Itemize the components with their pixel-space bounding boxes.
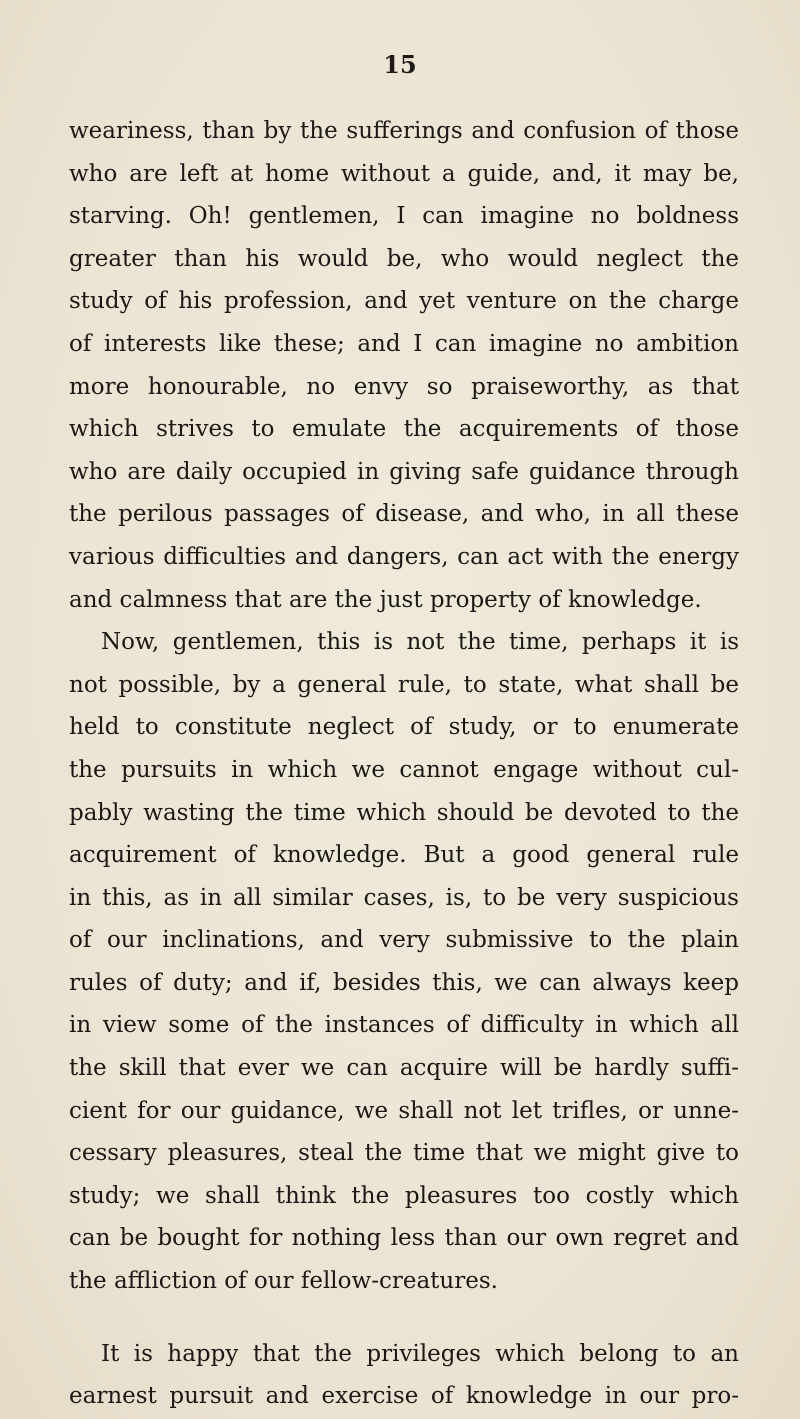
text-line: rules of duty; and if, besides this, we can always keep [69, 969, 739, 996]
text-line: the affliction of our fellow-creatures. [69, 1268, 498, 1295]
text-line: It is happy that the privileges which belong to an [101, 1340, 739, 1367]
text-line: of interests like these; and I can imagine no ambition [69, 330, 739, 357]
text-line: the skill that ever we can acquire will be hardly suffi- [69, 1055, 739, 1082]
paragraph-3 [69, 1333, 739, 1418]
text-line: weariness, than by the sufferings and confusion of those [69, 118, 739, 144]
text-line: study; we shall think the pleasures too costly which [69, 1182, 739, 1209]
text-line: and calmness that are the just property of knowledge. [69, 586, 702, 613]
text-line: the pursuits in which we cannot engage without cul- [69, 756, 739, 783]
text-line: cient for our guidance, we shall not let trifles, or unne- [69, 1097, 739, 1124]
paragraph-gap [69, 1303, 739, 1333]
text-line: of our inclinations, and very submissive to the plain [69, 927, 739, 954]
paragraph-1 [69, 110, 739, 621]
text-line: various difficulties and dangers, can act with the energy [69, 543, 739, 570]
text-line: cessary pleasures, steal the time that we might give to [69, 1140, 739, 1167]
text-line: acquirement of knowledge. But a good general rule [69, 842, 739, 869]
text-line: Now, gentlemen, this is not the time, perhaps it is [101, 629, 739, 656]
text-line: the perilous passages of disease, and who, in all these [69, 501, 739, 528]
text-line: more honourable, no envy so praiseworthy, as that [69, 373, 739, 400]
page-number: 15 [383, 50, 417, 79]
paragraph-2 [69, 621, 739, 1303]
text-line: which strives to emulate the acquirements of those [69, 416, 739, 443]
text-line: pably wasting the time which should be devoted to the [69, 799, 739, 826]
text-line: starving. Oh! gentlemen, I can imagine no boldness [69, 203, 739, 230]
text-line: study of his profession, and yet venture on the charge [69, 288, 739, 315]
text-line: not possible, by a general rule, to state, what shall be [69, 671, 739, 698]
text-line: who are left at home without a guide, and, it may be, [69, 160, 739, 187]
text-line: can be bought for nothing less than our own regret and [69, 1225, 739, 1252]
text-line: in this, as in all similar cases, is, to be very suspicious [69, 884, 739, 911]
body-text [69, 110, 739, 1418]
text-line: greater than his would be, who would neglect the [69, 245, 739, 272]
text-line: who are daily occupied in giving safe guidance through [69, 458, 739, 485]
text-line: held to constitute neglect of study, or to enumerate [69, 714, 739, 741]
text-line: in view some of the instances of difficulty in which all [69, 1012, 739, 1039]
text-line: earnest pursuit and exercise of knowledge in our pro- [69, 1383, 739, 1410]
